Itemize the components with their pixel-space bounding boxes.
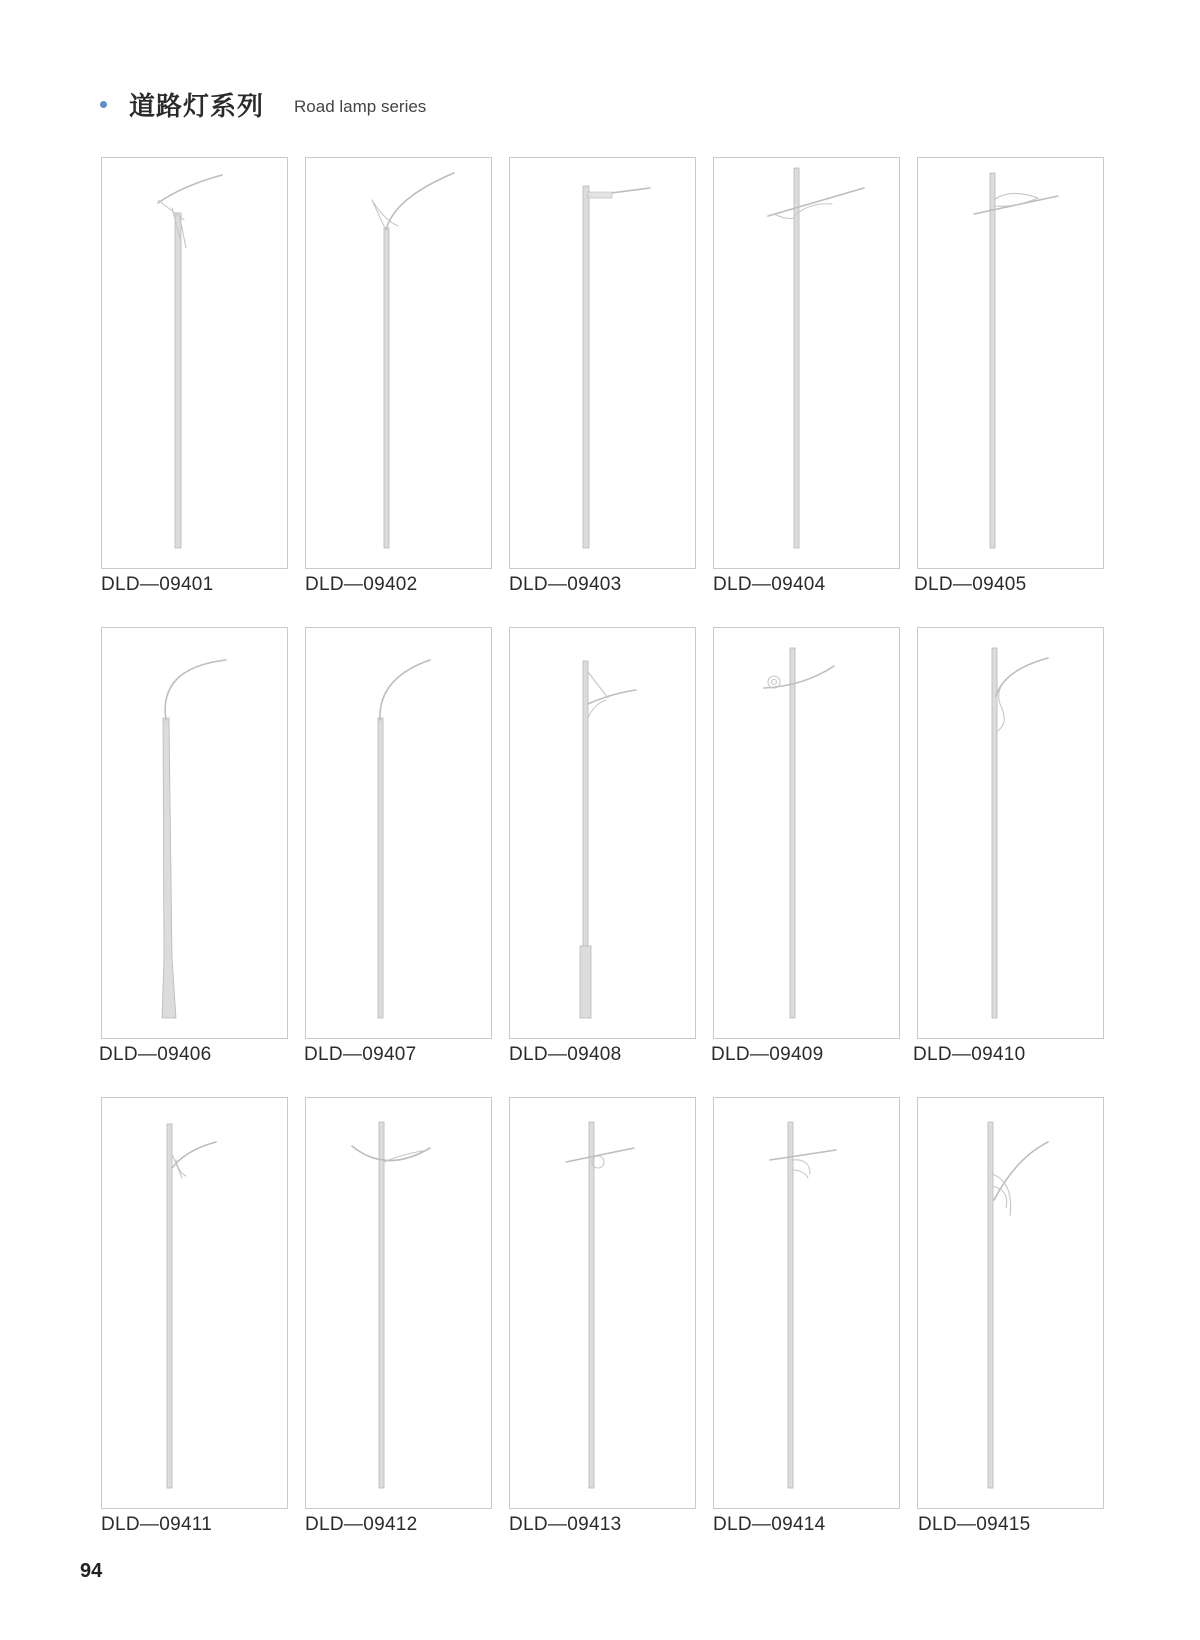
product-card-09401[interactable] bbox=[101, 157, 288, 569]
product-code: DLD—09406 bbox=[99, 1044, 212, 1065]
product-code: DLD—09405 bbox=[914, 574, 1027, 595]
street-lamp-illustration-09405 bbox=[918, 158, 1103, 568]
section-title-cn: 道路灯系列 bbox=[129, 91, 265, 122]
street-lamp-illustration-09413 bbox=[510, 1098, 695, 1508]
product-code: DLD—09404 bbox=[713, 574, 826, 595]
product-card-09404[interactable] bbox=[713, 157, 900, 569]
product-card-09408[interactable] bbox=[509, 627, 696, 1039]
product-card-09403[interactable] bbox=[509, 157, 696, 569]
page-number: 94 bbox=[80, 1560, 103, 1582]
street-lamp-illustration-09404 bbox=[714, 158, 899, 568]
street-lamp-illustration-09410 bbox=[918, 628, 1103, 1038]
street-lamp-illustration-09415 bbox=[918, 1098, 1103, 1508]
product-card-09413[interactable] bbox=[509, 1097, 696, 1509]
page-header bbox=[100, 84, 426, 124]
product-code: DLD—09414 bbox=[713, 1514, 826, 1535]
section-title-en: Road lamp series bbox=[294, 97, 427, 116]
product-code: DLD—09410 bbox=[913, 1044, 1026, 1065]
product-code: DLD—09409 bbox=[711, 1044, 824, 1065]
product-code: DLD—09407 bbox=[304, 1044, 417, 1065]
bullet-dot bbox=[100, 101, 107, 108]
product-card-09411[interactable] bbox=[101, 1097, 288, 1509]
street-lamp-illustration-09412 bbox=[306, 1098, 491, 1508]
product-card-09412[interactable] bbox=[305, 1097, 492, 1509]
product-code: DLD—09412 bbox=[305, 1514, 418, 1535]
street-lamp-illustration-09411 bbox=[102, 1098, 287, 1508]
product-card-09409[interactable] bbox=[713, 627, 900, 1039]
street-lamp-illustration-09402 bbox=[306, 158, 491, 568]
product-card-09406[interactable] bbox=[101, 627, 288, 1039]
product-code: DLD—09403 bbox=[509, 574, 622, 595]
product-card-09402[interactable] bbox=[305, 157, 492, 569]
street-lamp-illustration-09409 bbox=[714, 628, 899, 1038]
street-lamp-illustration-09401 bbox=[102, 158, 287, 568]
street-lamp-illustration-09408 bbox=[510, 628, 695, 1038]
street-lamp-illustration-09403 bbox=[510, 158, 695, 568]
product-card-09410[interactable] bbox=[917, 627, 1104, 1039]
product-code: DLD—09402 bbox=[305, 574, 418, 595]
street-lamp-illustration-09406 bbox=[102, 628, 287, 1038]
product-card-09415[interactable] bbox=[917, 1097, 1104, 1509]
product-code: DLD—09415 bbox=[918, 1514, 1031, 1535]
product-code: DLD—09401 bbox=[101, 574, 214, 595]
product-code: DLD—09413 bbox=[509, 1514, 622, 1535]
product-card-09405[interactable] bbox=[917, 157, 1104, 569]
street-lamp-illustration-09407 bbox=[306, 628, 491, 1038]
street-lamp-illustration-09414 bbox=[714, 1098, 899, 1508]
product-code: DLD—09411 bbox=[101, 1514, 213, 1535]
product-card-09407[interactable] bbox=[305, 627, 492, 1039]
product-card-09414[interactable] bbox=[713, 1097, 900, 1509]
product-code: DLD—09408 bbox=[509, 1044, 622, 1065]
